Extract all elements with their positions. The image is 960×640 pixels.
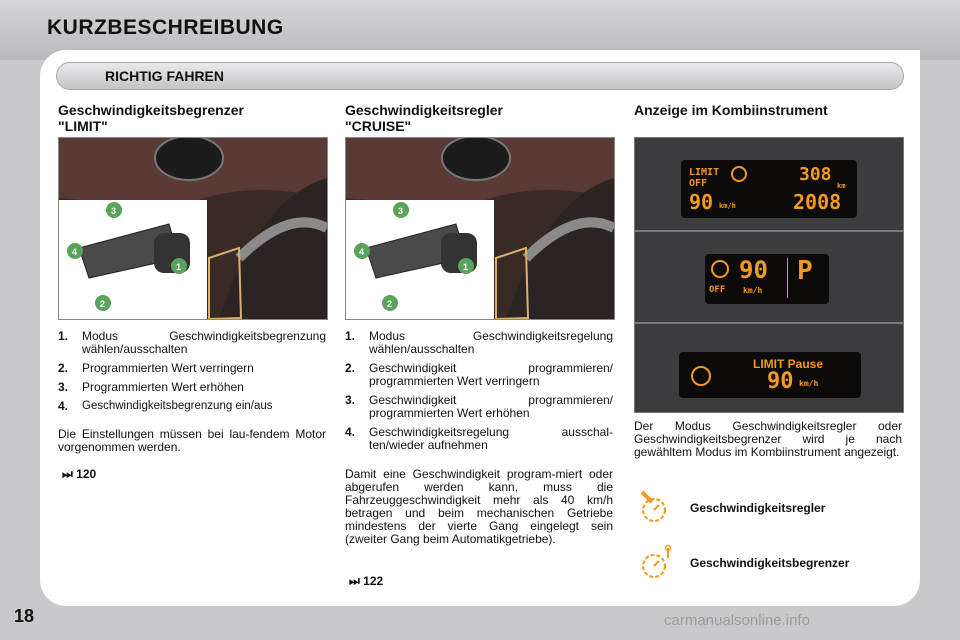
- cruise-heading-line1: Geschwindigkeitsregler: [345, 102, 503, 118]
- lcd-divider: [787, 258, 788, 298]
- limiter-stalk-photo: [58, 137, 328, 320]
- list-item: 2. Programmierten Wert verringern: [58, 361, 254, 375]
- callout-2-label: 2: [387, 299, 393, 309]
- list-item: 1. Modus Geschwindigkeitsregelung wählen/ausschalten: [345, 329, 613, 356]
- cruise-heading-line2: "CRUISE": [345, 118, 412, 134]
- lcd-screen: [679, 352, 861, 398]
- callout-4-label: 4: [72, 247, 78, 257]
- limiter-heading-line1: Geschwindigkeitsbegrenzer: [58, 102, 244, 118]
- list-item: 4. Geschwindigkeitsbegrenzung ein/aus: [58, 399, 273, 413]
- cruise-heading: [345, 102, 503, 134]
- cluster-display-2: [634, 231, 904, 323]
- display-heading: Anzeige im Kombiinstrument: [634, 102, 828, 118]
- lcd-odometer: 308: [799, 164, 832, 185]
- lcd-off-label: OFF: [709, 285, 726, 295]
- cruise-stalk-photo: [345, 137, 615, 320]
- lcd-speed: 90: [689, 190, 714, 214]
- callout-3-label: 3: [398, 206, 404, 216]
- list-item: 3. Programmierten Wert erhöhen: [58, 380, 244, 394]
- page-ref-arrow-icon: ⏭: [349, 574, 360, 588]
- lcd-status-text: LIMIT Pause: [753, 357, 824, 371]
- lcd-odometer-unit: km: [837, 182, 846, 190]
- limiter-page-ref[interactable]: ⏭ 120: [62, 467, 97, 481]
- lcd-off-label: OFF: [689, 178, 708, 189]
- lcd-screen: [705, 254, 829, 304]
- cluster-display-3: [634, 323, 904, 413]
- list-item: 3. Geschwindigkeit programmieren/ programmierten Wert erhöhen: [345, 393, 613, 420]
- speedometer-icon: [691, 366, 711, 386]
- callout-1-label: 1: [463, 262, 469, 272]
- speedometer-icon: [731, 166, 747, 182]
- cruise-note: Damit eine Geschwindigkeit program-miert oder abgerufen werden kann, muss die Fahrzeuggeschwindigkeit mehr als 40 km/h betragen und beim mechanischen Getriebe mindestens der vierte Gang eingelegt sein (zweiter Gang beim Automatikgetriebe).: [345, 467, 613, 546]
- limiter-heading: [58, 102, 244, 134]
- cluster-display-1: [634, 137, 904, 231]
- callout-4-label: 4: [359, 247, 365, 257]
- limiter-note: Die Einstellungen müssen bei lau-fendem Motor vorgenommen werden.: [58, 427, 326, 454]
- lcd-speed-unit: km/h: [799, 379, 819, 388]
- callout-3-label: 3: [111, 206, 117, 216]
- cruise-steps: [345, 330, 613, 458]
- stalk-illustration: [346, 138, 614, 319]
- list-item: 4. Geschwindigkeitsregelung ausschal-ten/wieder aufnehmen: [345, 425, 613, 452]
- lcd-speed-unit: km/h: [743, 286, 763, 295]
- list-item: 1. Modus Geschwindigkeitsbegrenzung wählen/ausschalten: [58, 329, 326, 356]
- section-title: RICHTIG FAHREN: [105, 68, 224, 84]
- lcd-speed: 90: [739, 256, 768, 284]
- list-item: 2. Geschwindigkeit programmieren/ programmierten Wert verringern: [345, 361, 613, 388]
- stalk-illustration: [59, 138, 327, 319]
- speedometer-icon: [711, 260, 729, 278]
- cruise-control-icon: [634, 488, 670, 524]
- cruise-control-label: Geschwindigkeitsregler: [690, 501, 826, 515]
- speed-limiter-icon: [638, 544, 674, 580]
- speed-limiter-label: Geschwindigkeitsbegrenzer: [690, 556, 850, 570]
- page-number: 18: [14, 606, 35, 626]
- lcd-gear: P: [797, 256, 813, 286]
- lcd-year: 2008: [793, 190, 842, 214]
- lcd-limit-label: LIMIT: [689, 167, 720, 178]
- limiter-steps: [58, 330, 326, 419]
- callout-2-label: 2: [100, 299, 106, 309]
- cruise-page-ref[interactable]: ⏭ 122: [349, 574, 384, 588]
- watermark: carmanualsonline.info: [664, 612, 810, 629]
- section-banner: [56, 62, 904, 90]
- page-ref-arrow-icon: ⏭: [62, 467, 73, 481]
- limiter-heading-line2: "LIMIT": [58, 118, 108, 134]
- lcd-screen: [681, 160, 857, 218]
- display-note: Der Modus Geschwindigkeitsregler oder Geschwindigkeitsbegrenzer wird je nach gewähltem Modus im Kombiinstrument angezeigt.: [634, 419, 902, 459]
- lcd-speed: 90: [767, 369, 794, 394]
- callout-1-label: 1: [176, 262, 182, 272]
- page-title: KURZBESCHREIBUNG: [47, 16, 284, 39]
- lcd-speed-unit: km/h: [719, 202, 736, 210]
